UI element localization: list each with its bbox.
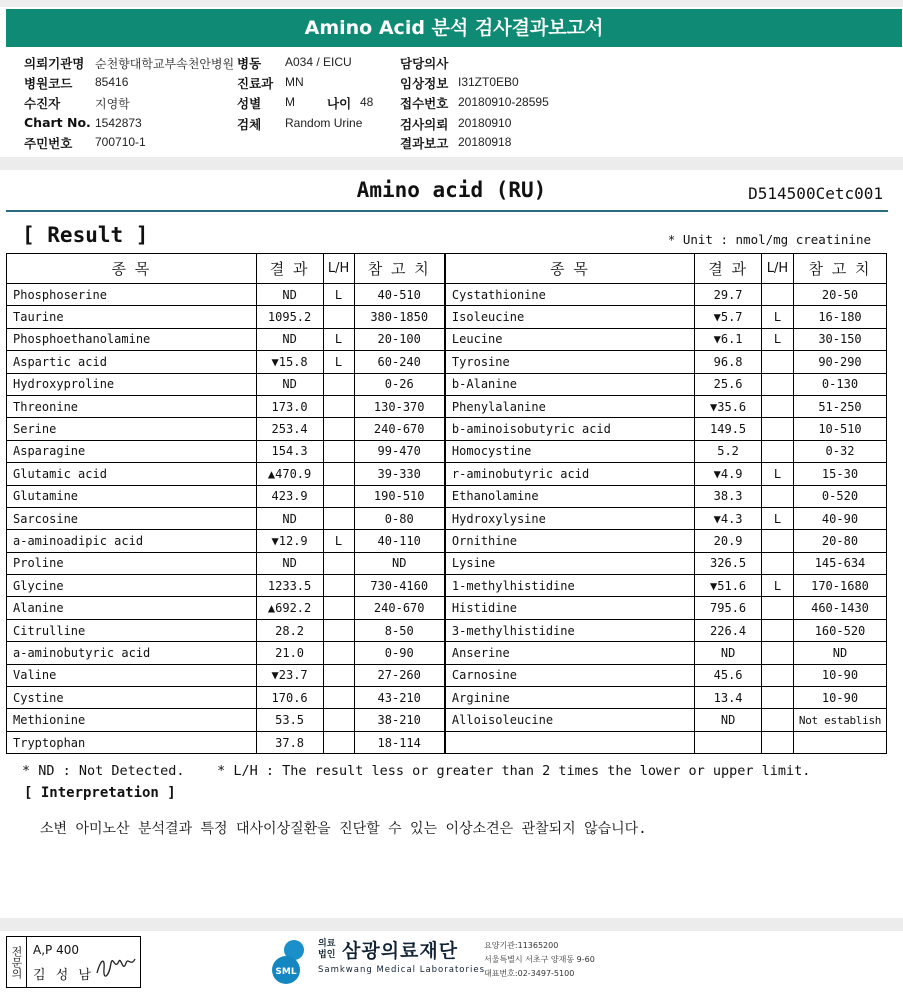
lh-flag — [323, 306, 354, 328]
table-row — [7, 642, 887, 664]
analyte-name: Proline — [7, 552, 257, 574]
result-value: ▼4.9 — [695, 463, 762, 485]
reference-range: 240-670 — [354, 418, 445, 440]
info-value: 1542873 — [95, 116, 142, 130]
result-value: ▼12.9 — [256, 530, 323, 552]
reference-range: 0-32 — [793, 440, 886, 462]
reference-range: 38-210 — [354, 709, 445, 731]
lab-name-english: Samkwang Medical Laboratories — [318, 965, 486, 975]
reference-range: ND — [354, 552, 445, 574]
lh-flag: L — [323, 530, 354, 552]
reference-range: 10-510 — [793, 418, 886, 440]
info-value: 지영학 — [95, 97, 130, 111]
lh-flag — [323, 709, 354, 731]
analyte-name: b-Alanine — [445, 373, 695, 395]
result-value: ND — [256, 507, 323, 529]
footnote: * ND : Not Detected. * L/H : The result less or greater than 2 times the lower or upper limit. — [22, 763, 811, 779]
col-header-result: 결 과 — [695, 254, 762, 284]
logo-badge-text: SML — [275, 967, 297, 977]
info-label: Chart No. — [24, 115, 91, 130]
reference-range — [793, 731, 886, 753]
lh-flag: L — [762, 328, 794, 350]
result-value: 1233.5 — [256, 575, 323, 597]
reference-range: 0-80 — [354, 507, 445, 529]
lh-flag — [762, 485, 794, 507]
reference-range: 18-114 — [354, 731, 445, 753]
analyte-name: Threonine — [7, 395, 257, 417]
info-label: 주민번호 — [24, 136, 73, 151]
lh-flag — [762, 284, 794, 306]
reference-range: 16-180 — [793, 306, 886, 328]
table-row — [7, 306, 887, 328]
reference-range: 0-520 — [793, 485, 886, 507]
corp-label — [318, 939, 335, 961]
analyte-name: a-aminoadipic acid — [7, 530, 257, 552]
reference-range: 99-470 — [354, 440, 445, 462]
lh-flag — [762, 351, 794, 373]
result-value: ND — [695, 642, 762, 664]
result-value: 423.9 — [256, 485, 323, 507]
signature-box — [6, 936, 141, 988]
lh-flag: L — [323, 351, 354, 373]
analyte-name: Valine — [7, 664, 257, 686]
result-value: 149.5 — [695, 418, 762, 440]
lh-flag — [762, 373, 794, 395]
info-label: 진료과 — [237, 76, 274, 91]
info-label: 임상정보 — [400, 76, 449, 91]
table-row — [7, 328, 887, 350]
info-label: 검체 — [237, 117, 262, 132]
info-label: 접수번호 — [400, 96, 449, 111]
analyte-name: Ornithine — [445, 530, 695, 552]
report-title-bar: Amino Acid 분석 검사결과보고서 — [6, 9, 902, 47]
info-value: 48 — [360, 95, 374, 109]
analyte-name: Taurine — [7, 306, 257, 328]
analyte-name: 1-methylhistidine — [445, 575, 695, 597]
info-value: 85416 — [95, 75, 129, 89]
reference-range: 40-90 — [793, 507, 886, 529]
analyte-name: Ethanolamine — [445, 485, 695, 507]
reference-range: 10-90 — [793, 687, 886, 709]
lh-flag — [762, 709, 794, 731]
analyte-name: 3-methylhistidine — [445, 619, 695, 641]
reference-range: 20-100 — [354, 328, 445, 350]
result-value: ND — [256, 373, 323, 395]
reference-range: 190-510 — [354, 485, 445, 507]
title-rule — [6, 210, 888, 212]
reference-range: 20-80 — [793, 530, 886, 552]
analyte-name: Homocystine — [445, 440, 695, 462]
reference-range: 460-1430 — [793, 597, 886, 619]
col-header-reference: 참 고 치 — [354, 254, 445, 284]
analyte-name: Cystine — [7, 687, 257, 709]
table-row — [7, 395, 887, 417]
result-value: 173.0 — [256, 395, 323, 417]
analyte-name: Methionine — [7, 709, 257, 731]
separator-bar — [0, 157, 903, 170]
result-value: 1095.2 — [256, 306, 323, 328]
ap-number: A,P 400 — [33, 943, 79, 957]
lh-flag — [762, 597, 794, 619]
top-strip — [0, 0, 903, 7]
reference-range: 8-50 — [354, 619, 445, 641]
corp-line: 의료 — [318, 939, 336, 949]
info-value: 20180910-28595 — [458, 95, 549, 109]
lh-flag — [762, 530, 794, 552]
lh-flag — [762, 664, 794, 686]
corp-line: 법인 — [318, 950, 336, 960]
lh-flag — [323, 687, 354, 709]
analyte-name: Serine — [7, 418, 257, 440]
reference-range: 20-50 — [793, 284, 886, 306]
analyte-name: Cystathionine — [445, 284, 695, 306]
reference-range: 10-90 — [793, 664, 886, 686]
reference-range: 43-210 — [354, 687, 445, 709]
analyte-name: Lysine — [445, 552, 695, 574]
reference-range: 40-110 — [354, 530, 445, 552]
lh-flag — [762, 619, 794, 641]
result-value: ND — [695, 709, 762, 731]
lh-flag — [323, 552, 354, 574]
result-value: ▼15.8 — [256, 351, 323, 373]
lh-flag — [323, 619, 354, 641]
lh-flag — [323, 575, 354, 597]
reference-range: 240-670 — [354, 597, 445, 619]
result-value — [695, 731, 762, 753]
reference-range: 160-520 — [793, 619, 886, 641]
info-label: 나이 — [327, 96, 352, 111]
analyte-name: Aspartic acid — [7, 351, 257, 373]
table-row — [7, 440, 887, 462]
table-row — [7, 463, 887, 485]
result-value: 326.5 — [695, 552, 762, 574]
result-value: 96.8 — [695, 351, 762, 373]
analyte-name: Histidine — [445, 597, 695, 619]
analyte-name: Phosphoserine — [7, 284, 257, 306]
analyte-name: Tyrosine — [445, 351, 695, 373]
info-label: 병동 — [237, 56, 262, 71]
reference-range: 15-30 — [793, 463, 886, 485]
info-value: M — [285, 95, 295, 109]
result-value: 13.4 — [695, 687, 762, 709]
col-header-item: 종 목 — [445, 254, 695, 284]
lh-flag: L — [762, 507, 794, 529]
analyte-name: Isoleucine — [445, 306, 695, 328]
footer-bar — [0, 918, 903, 931]
analyte-name: Sarcosine — [7, 507, 257, 529]
analyte-name: Glutamine — [7, 485, 257, 507]
table-row — [7, 485, 887, 507]
lab-code: 요양기관:11365200 — [484, 941, 559, 950]
analyte-name: Phosphoethanolamine — [7, 328, 257, 350]
reference-range: 90-290 — [793, 351, 886, 373]
analyte-name: Hydroxyproline — [7, 373, 257, 395]
analyte-name: Tryptophan — [7, 731, 257, 753]
unit-note: * Unit : nmol/mg creatinine — [667, 232, 871, 247]
table-row — [7, 709, 887, 731]
lh-flag — [762, 731, 794, 753]
result-value: ND — [256, 552, 323, 574]
lh-flag: L — [323, 284, 354, 306]
analyte-name: a-aminobutyric acid — [7, 642, 257, 664]
table-row — [7, 575, 887, 597]
result-value: ▼51.6 — [695, 575, 762, 597]
table-row — [7, 507, 887, 529]
analyte-name: Carnosine — [445, 664, 695, 686]
table-row — [7, 731, 887, 753]
result-value: ▼6.1 — [695, 328, 762, 350]
reference-range: 39-330 — [354, 463, 445, 485]
reference-range: 51-250 — [793, 395, 886, 417]
lh-flag — [323, 507, 354, 529]
info-value: 순천향대학교부속천안병원 — [95, 57, 235, 71]
result-value: 37.8 — [256, 731, 323, 753]
lab-address: 서울특별시 서초구 양재동 9-60 — [484, 955, 595, 964]
interpretation-text: 소변 아미노산 분석결과 특정 대사이상질환을 진단할 수 있는 이상소견은 관찰되지 않습니다. — [40, 821, 647, 837]
table-row — [7, 552, 887, 574]
specialist-label: 전문의 — [7, 937, 27, 987]
result-table — [6, 253, 887, 754]
result-value: 226.4 — [695, 619, 762, 641]
table-row — [7, 530, 887, 552]
table-row — [7, 284, 887, 306]
result-value: 53.5 — [256, 709, 323, 731]
info-label: 결과보고 — [400, 136, 449, 151]
result-value: ▼4.3 — [695, 507, 762, 529]
lh-flag — [762, 552, 794, 574]
lh-flag — [762, 687, 794, 709]
test-code: D514500Cetc001 — [748, 184, 883, 203]
reference-range: 145-634 — [793, 552, 886, 574]
reference-range: 27-260 — [354, 664, 445, 686]
lh-flag — [323, 395, 354, 417]
result-value: ND — [256, 284, 323, 306]
info-label: 수진자 — [24, 96, 61, 111]
lab-logo — [270, 936, 595, 988]
info-value: 700710-1 — [95, 135, 146, 149]
result-value: 21.0 — [256, 642, 323, 664]
analyte-name: Alanine — [7, 597, 257, 619]
lh-flag — [323, 731, 354, 753]
lh-flag — [323, 664, 354, 686]
result-value: ▲692.2 — [256, 597, 323, 619]
info-value: A034 / EICU — [285, 55, 352, 69]
signature-icon — [95, 951, 137, 981]
result-value: ND — [256, 328, 323, 350]
col-header-lh: L/H — [762, 254, 794, 284]
lh-flag — [323, 597, 354, 619]
lh-flag — [323, 440, 354, 462]
lh-flag: L — [762, 575, 794, 597]
info-value: 20180918 — [458, 135, 512, 149]
table-row — [7, 597, 887, 619]
lh-flag — [323, 642, 354, 664]
interpretation-heading: [ Interpretation ] — [24, 785, 176, 801]
reference-range: 380-1850 — [354, 306, 445, 328]
info-label: 의뢰기관명 — [24, 56, 85, 71]
lh-flag: L — [762, 463, 794, 485]
reference-range: 60-240 — [354, 351, 445, 373]
info-label: 병원코드 — [24, 76, 73, 91]
reference-range: ND — [793, 642, 886, 664]
lh-flag — [762, 440, 794, 462]
lab-contact — [484, 939, 595, 981]
reference-range: 0-90 — [354, 642, 445, 664]
reference-range: 0-130 — [793, 373, 886, 395]
info-value: MN — [285, 75, 304, 89]
col-header-lh: L/H — [323, 254, 354, 284]
result-value: ▲470.9 — [256, 463, 323, 485]
info-label: 담당의사 — [400, 56, 449, 71]
lh-flag: L — [323, 328, 354, 350]
analyte-name: Arginine — [445, 687, 695, 709]
result-value: ▼35.6 — [695, 395, 762, 417]
analyte-name: b-aminoisobutyric acid — [445, 418, 695, 440]
analyte-name — [445, 731, 695, 753]
table-header-row — [7, 254, 887, 284]
result-value: ▼23.7 — [256, 664, 323, 686]
test-title: Amino acid (RU) — [356, 178, 547, 202]
result-value: 28.2 — [256, 619, 323, 641]
reference-range: 130-370 — [354, 395, 445, 417]
lh-flag: L — [762, 306, 794, 328]
lh-flag — [762, 418, 794, 440]
reference-range: 170-1680 — [793, 575, 886, 597]
patient-info — [0, 52, 903, 154]
table-row — [7, 664, 887, 686]
physician-name: 김 성 남 — [33, 968, 94, 983]
table-row — [7, 687, 887, 709]
col-header-item: 종 목 — [7, 254, 257, 284]
result-value: 253.4 — [256, 418, 323, 440]
table-row — [7, 351, 887, 373]
lh-flag — [323, 373, 354, 395]
result-heading: [ Result ] — [22, 223, 149, 247]
lab-name: 삼광의료재단 — [342, 940, 459, 962]
analyte-name: Phenylalanine — [445, 395, 695, 417]
col-header-reference: 참 고 치 — [793, 254, 886, 284]
reference-range: 0-26 — [354, 373, 445, 395]
info-label: 성별 — [237, 96, 262, 111]
reference-range: Not establish — [793, 709, 886, 731]
analyte-name: Glycine — [7, 575, 257, 597]
table-row — [7, 418, 887, 440]
reference-range: 30-150 — [793, 328, 886, 350]
lab-logo-icon — [270, 936, 314, 986]
result-value: 170.6 — [256, 687, 323, 709]
lh-flag — [762, 395, 794, 417]
result-value: 20.9 — [695, 530, 762, 552]
info-label: 검사의뢰 — [400, 117, 449, 132]
lh-flag — [323, 485, 354, 507]
result-value: 25.6 — [695, 373, 762, 395]
lab-phone: 대표번호:02-3497-5100 — [484, 969, 575, 978]
result-value: 38.3 — [695, 485, 762, 507]
analyte-name: Asparagine — [7, 440, 257, 462]
analyte-name: Citrulline — [7, 619, 257, 641]
info-value: I31ZT0EB0 — [458, 75, 519, 89]
info-value: 20180910 — [458, 116, 512, 130]
result-value: 5.2 — [695, 440, 762, 462]
lh-flag — [323, 463, 354, 485]
lh-flag — [762, 642, 794, 664]
analyte-name: Leucine — [445, 328, 695, 350]
result-value: 29.7 — [695, 284, 762, 306]
result-value: ▼5.7 — [695, 306, 762, 328]
lh-flag — [323, 418, 354, 440]
info-value: Random Urine — [285, 116, 363, 130]
analyte-name: Alloisoleucine — [445, 709, 695, 731]
analyte-name: Glutamic acid — [7, 463, 257, 485]
analyte-name: Anserine — [445, 642, 695, 664]
col-header-result: 결 과 — [256, 254, 323, 284]
analyte-name: Hydroxylysine — [445, 507, 695, 529]
result-value: 795.6 — [695, 597, 762, 619]
result-value: 154.3 — [256, 440, 323, 462]
reference-range: 730-4160 — [354, 575, 445, 597]
result-value: 45.6 — [695, 664, 762, 686]
analyte-name: r-aminobutyric acid — [445, 463, 695, 485]
table-row — [7, 619, 887, 641]
table-row — [7, 373, 887, 395]
reference-range: 40-510 — [354, 284, 445, 306]
